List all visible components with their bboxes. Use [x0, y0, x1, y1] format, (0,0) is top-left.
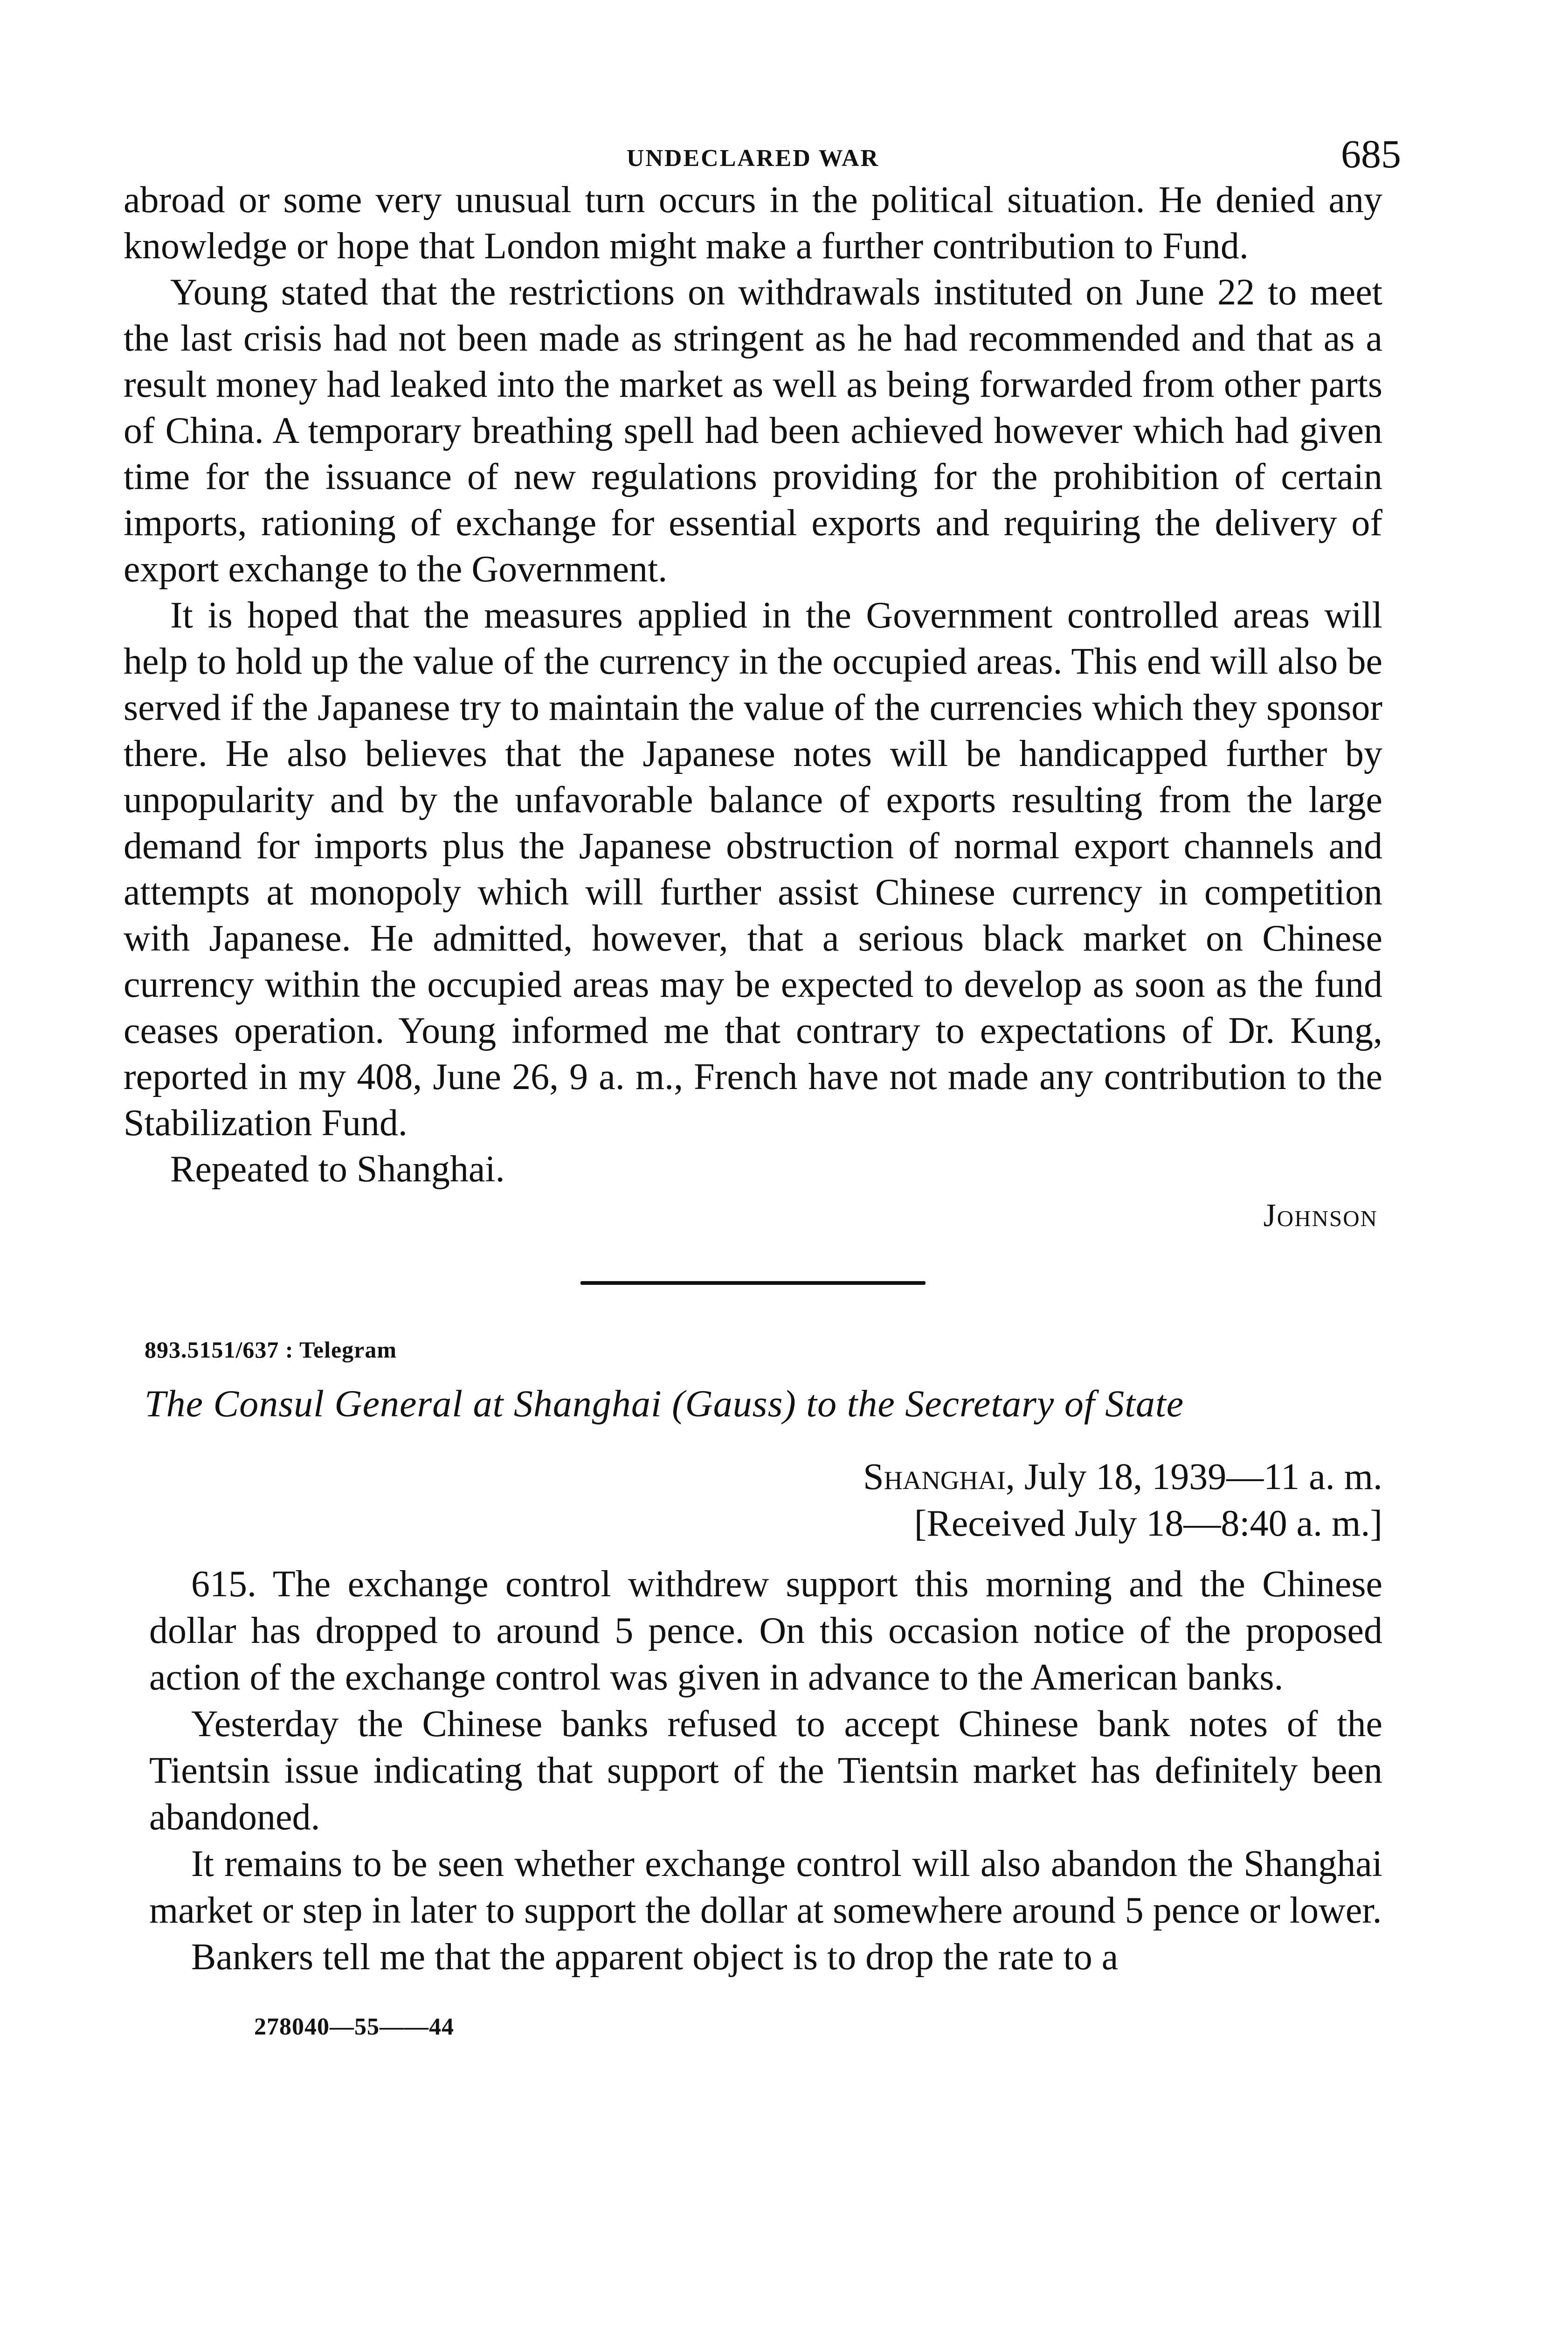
telegram-body [149, 1561, 1382, 1980]
document-page [124, 126, 1401, 2041]
signature: Johnson [1263, 1198, 1378, 1234]
dateline-date: , July 18, 1939—11 a. m. [1005, 1456, 1382, 1497]
section-divider [580, 1281, 926, 1285]
dateline-place: Shanghai [863, 1456, 1006, 1497]
paragraph: Repeated to Shanghai. [170, 1149, 505, 1190]
paragraph: abroad or some very unusual turn occurs in the political situation. He denied any knowledge or hope that London might make a further contribution to Fund. [124, 179, 1382, 267]
running-title: UNDECLARED WAR [626, 145, 880, 172]
dateline-sent [124, 1454, 1382, 1500]
continued-letter [124, 177, 1382, 1193]
paragraph: 615. The exchange control withdrew support this morning and the Chinese dollar has dropped to around 5 pence. On this occasion notice of the proposed action of the exchange control was given in advance to the American banks. [149, 1564, 1382, 1698]
paragraph: It is hoped that the measures applied in the Government controlled areas will help to hold up the value of the currency in the occupied areas. This end will also be served if the Japanese try to maintain the value of the currencies which they sponsor there. He also believes that the Japanese notes will be handicapped further by unpopularity and by the unfavorable balance of exports resulting from the large demand for imports plus the Japanese obstruction of normal export channels and attempts at monopoly which will further assist Chinese currency in competition with Japanese. He admitted, however, that a serious black market on Chinese currency within the occupied areas may be expected to develop as soon as the fund ceases operation. Young informed me that contrary to expectations of Dr. Kung, reported in my 408, June 26, 9 a. m., French have not made any contribution to the Stabilization Fund. [124, 595, 1382, 1144]
page-number: 685 [1341, 131, 1401, 176]
dateline-received: [Received July 18—8:40 a. m.] [914, 1503, 1382, 1544]
dateline [124, 1454, 1382, 1547]
document-heading: The Consul General at Shanghai (Gauss) to the Secretary of State [145, 1382, 1184, 1425]
running-head [124, 126, 1401, 177]
paragraph: Young stated that the restrictions on withdrawals instituted on June 22 to meet the last crisis had not been made as stringent as he had recommended and that as a result money had leaked into the market as well as being forwarded from other parts of China. A temporary breathing spell had been achieved however which had given time for the issuance of new regulations providing for the prohibition of certain imports, rationing of exchange for essential exports and requiring the delivery of export exchange to the Government. [124, 272, 1382, 590]
file-reference: 893.5151/637 : Telegram [145, 1337, 397, 1363]
paragraph: Yesterday the Chinese banks refused to accept Chinese bank notes of the Tientsin issue indicating that support of the Tientsin market has definitely been abandoned. [149, 1703, 1382, 1838]
paragraph: It remains to be seen whether exchange control will also abandon the Shanghai market or step in later to support the dollar at somewhere around 5 pence or lower. [149, 1843, 1382, 1931]
print-code: 278040—55——44 [254, 2014, 454, 2040]
paragraph: Bankers tell me that the apparent object is to drop the rate to a [191, 1937, 1119, 1978]
